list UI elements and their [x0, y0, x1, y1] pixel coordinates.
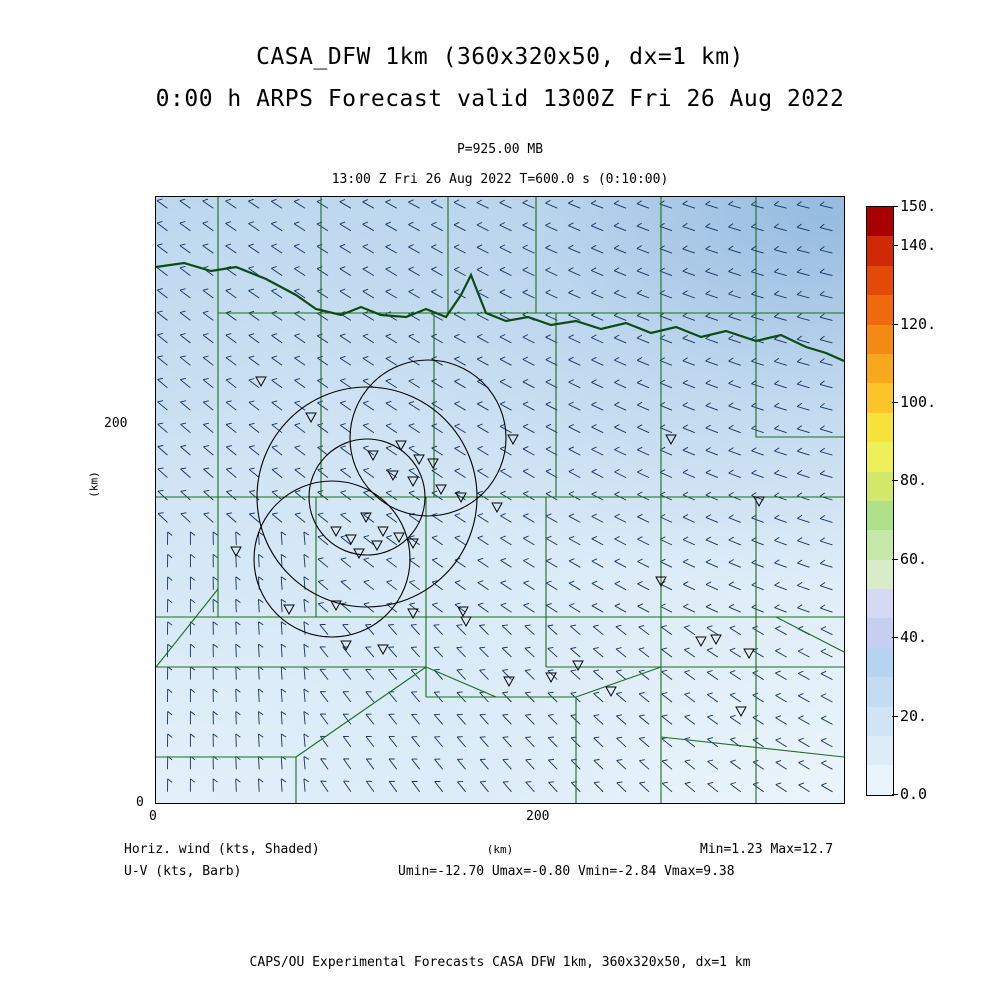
- colorbar-tick: [892, 716, 898, 717]
- x-tick-0: 0: [149, 809, 157, 824]
- x-axis-unit-label: (km): [486, 843, 514, 856]
- colorbar-band: [867, 442, 893, 471]
- valid-time-label: 13:00 Z Fri 26 Aug 2022 T=600.0 s (0:10:00): [331, 172, 669, 187]
- field-label-shaded: Horiz. wind (kts, Shaded): [124, 842, 320, 857]
- colorbar-tick: [892, 559, 898, 560]
- y-axis-unit-label: (km): [87, 471, 101, 498]
- chart-title-line2: 0:00 h ARPS Forecast valid 1300Z Fri 26 Aug 2022: [155, 86, 845, 112]
- colorbar-band: [867, 383, 893, 412]
- colorbar-tick: [892, 402, 898, 403]
- colorbar-band: [867, 648, 893, 677]
- y-tick-0: 0: [136, 795, 144, 810]
- colorbar-tick-label: 40.: [900, 628, 928, 647]
- colorbar-band: [867, 618, 893, 647]
- field-label-barb: U-V (kts, Barb): [124, 864, 242, 879]
- map-overlays: [156, 197, 844, 803]
- colorbar-band: [867, 236, 893, 265]
- colorbar-tick: [892, 206, 898, 207]
- colorbar-band: [867, 413, 893, 442]
- colorbar-band: [867, 560, 893, 589]
- county-boundaries: [156, 197, 844, 803]
- colorbar-tick: [892, 794, 898, 795]
- colorbar-band: [867, 736, 893, 765]
- x-tick-200: 200: [526, 809, 550, 824]
- colorbar-tick-label: 150.: [900, 197, 937, 215]
- colorbar-band: [867, 472, 893, 501]
- pressure-level-label: P=925.00 MB: [456, 142, 544, 157]
- uv-components-label: Umin=-12.70 Umax=-0.80 Vmin=-2.84 Vmax=9.38: [398, 864, 735, 879]
- colorbar-band: [867, 295, 893, 324]
- colorbar-tick-label: 20.: [900, 706, 928, 725]
- radar-range-rings: [254, 360, 506, 637]
- y-tick-200: 200: [104, 416, 128, 431]
- colorbar-band: [867, 325, 893, 354]
- colorbar-band: [867, 501, 893, 530]
- colorbar-band: [867, 266, 893, 295]
- colorbar-tick-label: 0.0: [900, 785, 928, 803]
- colorbar-tick-label: 80.: [900, 471, 928, 490]
- colorbar-tick-label: 140.: [900, 236, 937, 255]
- colorbar-tick: [892, 245, 898, 246]
- colorbar-tick-label: 60.: [900, 549, 928, 568]
- colorbar-band: [867, 530, 893, 559]
- colorbar-tick-label: 100.: [900, 393, 937, 411]
- colorbar-tick: [892, 324, 898, 325]
- colorbar-band: [867, 207, 893, 236]
- colorbar-band: [867, 589, 893, 618]
- minmax-label: Min=1.23 Max=12.7: [700, 842, 834, 857]
- colorbar-tick-label: 120.: [900, 314, 937, 333]
- colorbar-band: [867, 707, 893, 736]
- chart-title-line1: CASA_DFW 1km (360x320x50, dx=1 km): [256, 44, 744, 70]
- colorbar-tick: [892, 637, 898, 638]
- station-markers: [231, 377, 764, 716]
- map-plot-area: [155, 196, 845, 804]
- colorbar-band: [867, 677, 893, 706]
- credit-label: CAPS/OU Experimental Forecasts CASA DFW 1km, 360x320x50, dx=1 km: [249, 955, 751, 970]
- colorbar-tick: [892, 480, 898, 481]
- colorbar-band: [867, 354, 893, 383]
- state-boundary: [156, 263, 844, 361]
- colorbar: [866, 206, 894, 796]
- colorbar-band: [867, 765, 893, 794]
